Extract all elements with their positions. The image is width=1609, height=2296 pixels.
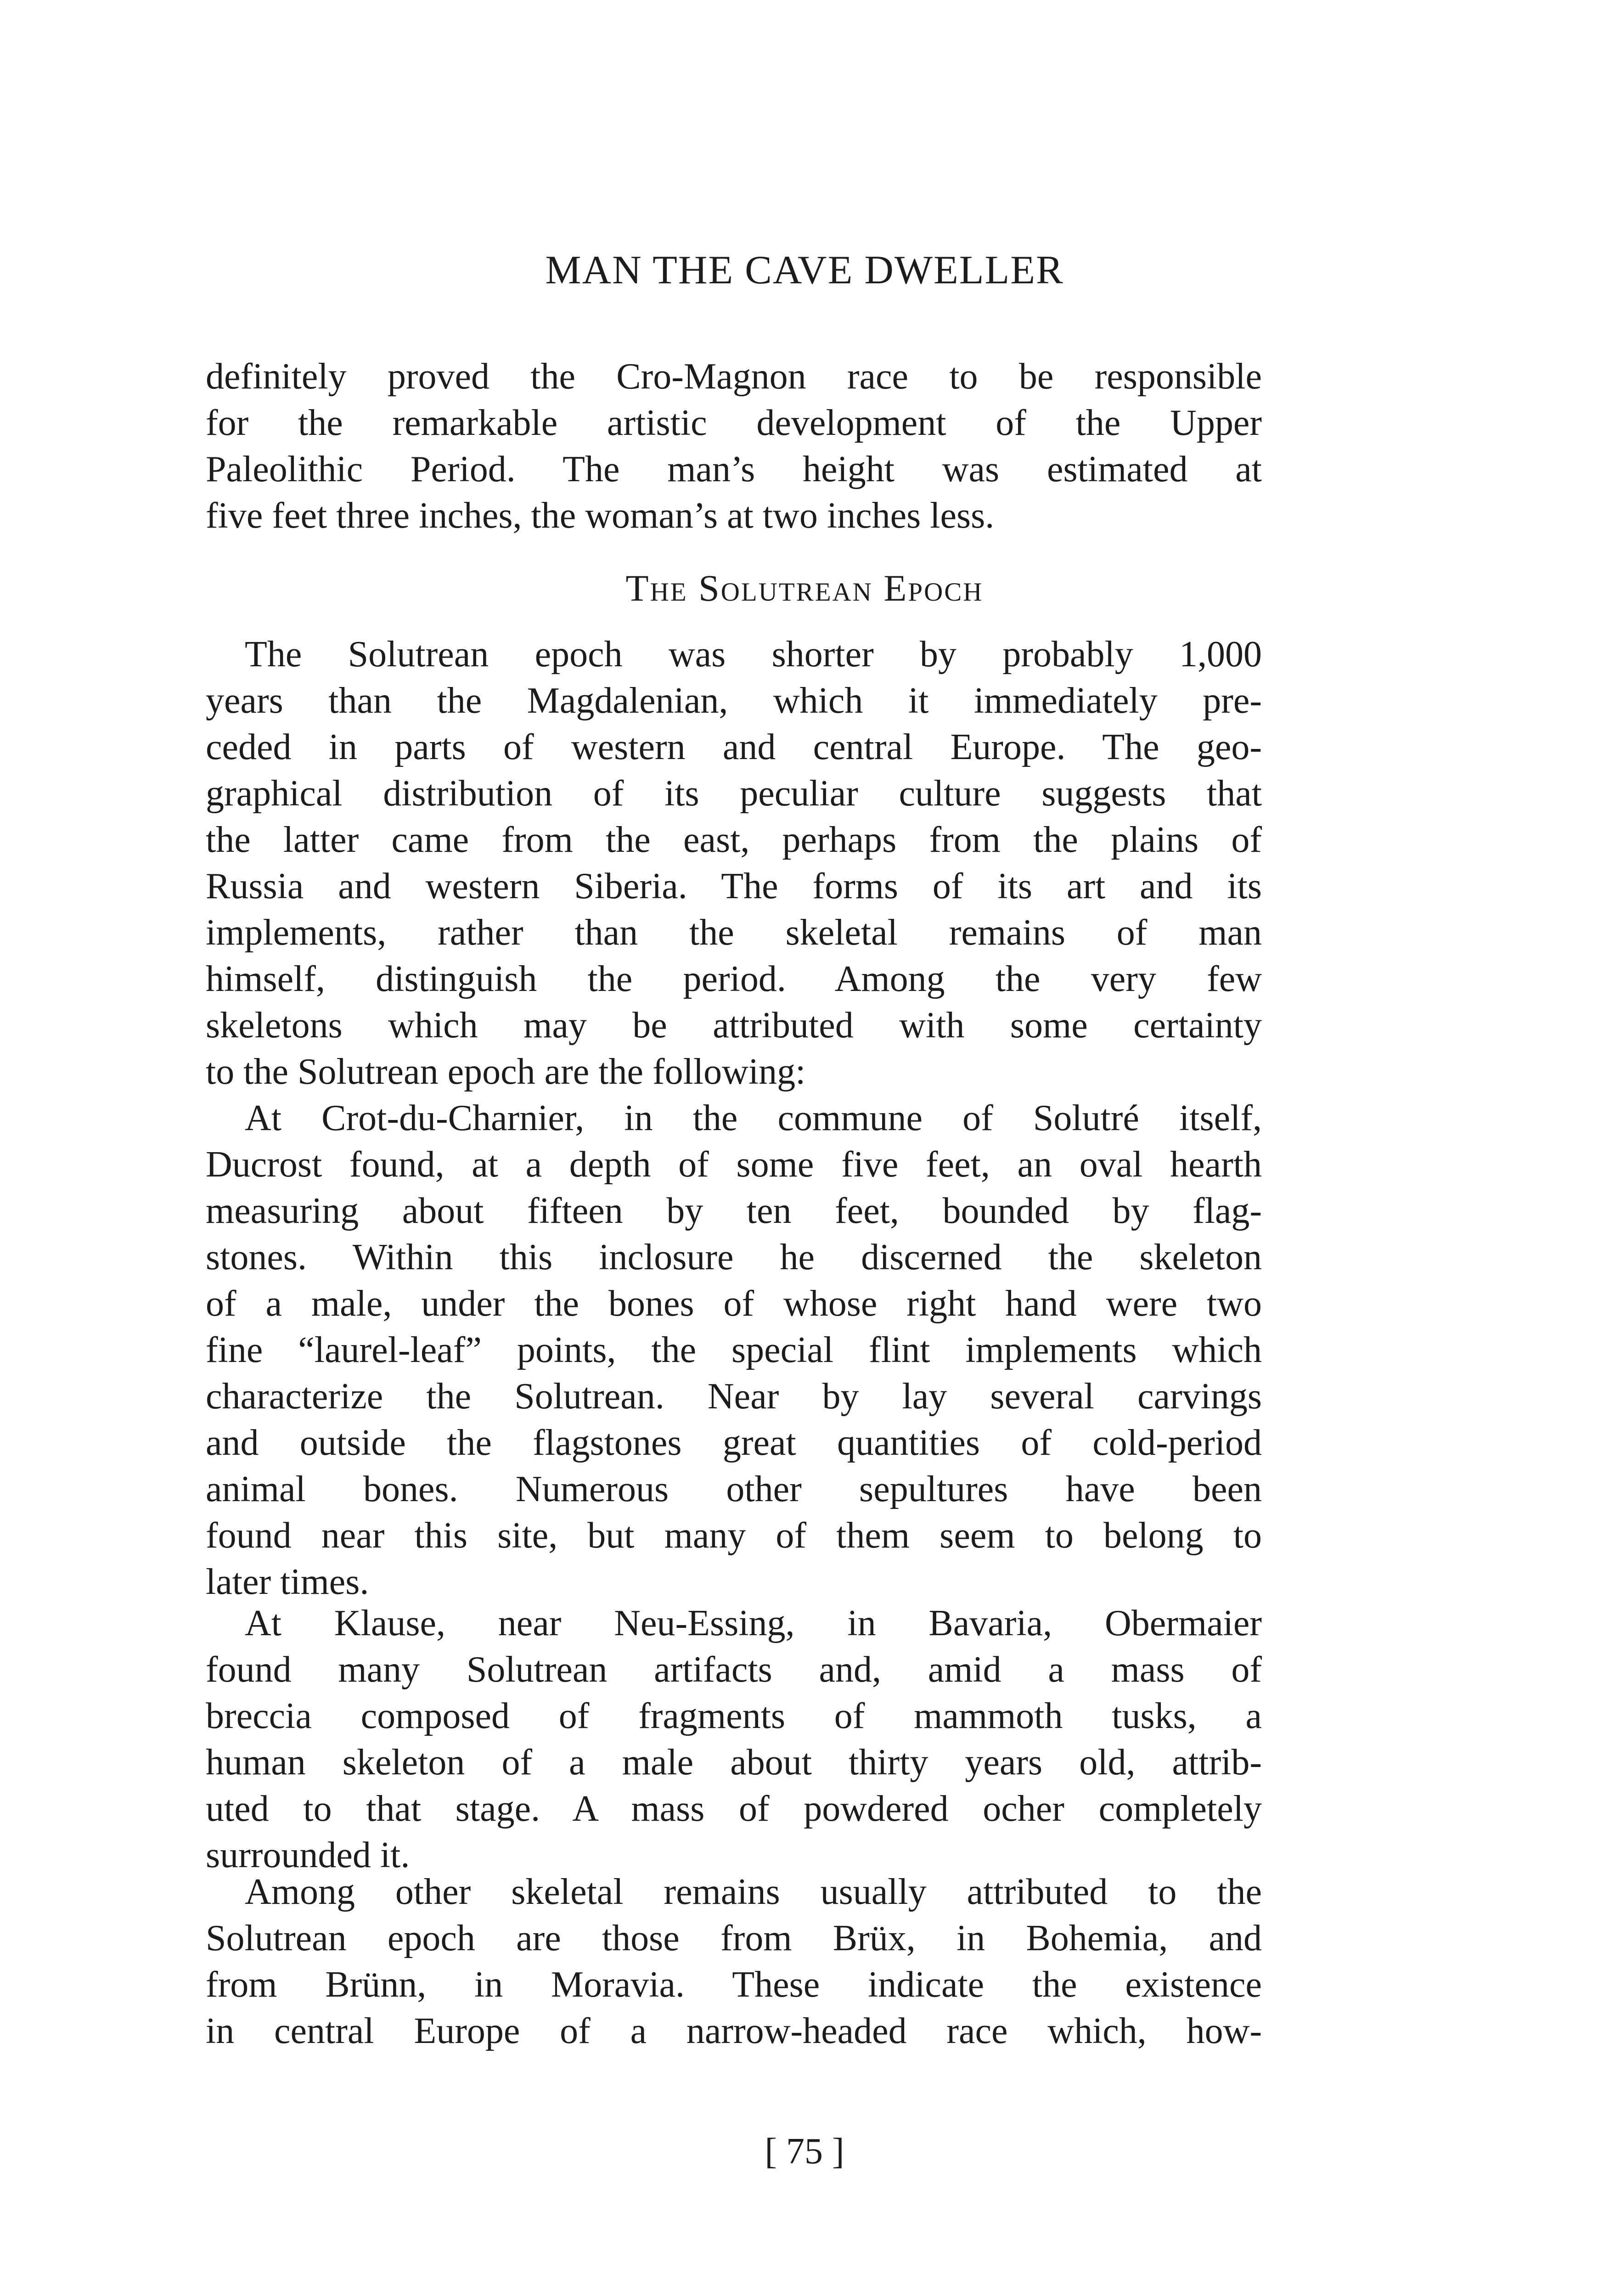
text-line: five feet three inches, the woman’s at two inches less. — [206, 495, 995, 536]
text-line: in central Europe of a narrow-headed race which, how- — [206, 2011, 1262, 2051]
text-line: surrounded it. — [206, 1835, 410, 1875]
text-line: the latter came from the east, perhaps from the plains of — [206, 820, 1262, 860]
text-line: of a male, under the bones of whose right hand were two — [206, 1283, 1262, 1324]
paragraph-5 — [206, 1869, 1262, 2054]
text-line: At Crot-du-Charnier, in the commune of Solutré itself, — [245, 1098, 1262, 1138]
text-line: stones. Within this inclosure he discerned the skeleton — [206, 1237, 1262, 1277]
text-line: Solutrean epoch are those from Brüx, in Bohemia, and — [206, 1918, 1262, 1958]
text-line: and outside the flagstones great quantities of cold-period — [206, 1423, 1262, 1463]
text-line: himself, distinguish the period. Among the very few — [206, 959, 1262, 999]
text-line: measuring about fifteen by ten feet, bounded by flag- — [206, 1191, 1262, 1231]
text-line: breccia composed of fragments of mammoth tusks, a — [206, 1696, 1262, 1736]
section-heading: The Solutrean Epoch — [625, 567, 984, 609]
text-line: The Solutrean epoch was shorter by probably 1,000 — [245, 634, 1262, 675]
running-head: MAN THE CAVE DWELLER — [545, 248, 1064, 293]
text-line: for the remarkable artistic development of the Upper — [206, 403, 1262, 443]
paragraph-4 — [206, 1600, 1262, 1879]
text-line: Ducrost found, at a depth of some five feet, an oval hearth — [206, 1144, 1262, 1185]
text-line: to the Solutrean epoch are the following: — [206, 1052, 806, 1092]
paragraph-3 — [206, 1095, 1262, 1605]
text-line: characterize the Solutrean. Near by lay several carvings — [206, 1376, 1262, 1417]
text-line: found near this site, but many of them seem to belong to — [206, 1515, 1262, 1556]
text-line: At Klause, near Neu-Essing, in Bavaria, Obermaier — [245, 1603, 1262, 1643]
text-line: found many Solutrean artifacts and, amid a mass of — [206, 1649, 1262, 1690]
paragraph-1 — [206, 354, 1262, 539]
text-line: animal bones. Numerous other sepultures have been — [206, 1469, 1262, 1509]
text-line: Paleolithic Period. The man’s height was estimated at — [206, 449, 1262, 490]
text-line: fine “laurel-leaf” points, the special flint implements which — [206, 1330, 1262, 1370]
text-line: implements, rather than the skeletal remains of man — [206, 912, 1262, 953]
text-line: years than the Magdalenian, which it immediately pre- — [206, 681, 1262, 721]
text-line: ceded in parts of western and central Europe. The geo- — [206, 727, 1262, 767]
text-line: uted to that stage. A mass of powdered ocher completely — [206, 1789, 1262, 1829]
text-line: Among other skeletal remains usually attributed to the — [245, 1872, 1262, 1912]
text-line: Russia and western Siberia. The forms of its art and its — [206, 866, 1262, 906]
text-line: human skeleton of a male about thirty years old, attrib- — [206, 1742, 1262, 1783]
text-line: skeletons which may be attributed with some certainty — [206, 1005, 1262, 1046]
text-line: graphical distribution of its peculiar culture suggests that — [206, 773, 1262, 814]
text-line: definitely proved the Cro-Magnon race to be responsible — [206, 356, 1262, 397]
text-line: from Brünn, in Moravia. These indicate the existence — [206, 1964, 1262, 2005]
page-number: [ 75 ] — [765, 2131, 844, 2172]
paragraph-2 — [206, 631, 1262, 1095]
text-line: later times. — [206, 1562, 369, 1602]
